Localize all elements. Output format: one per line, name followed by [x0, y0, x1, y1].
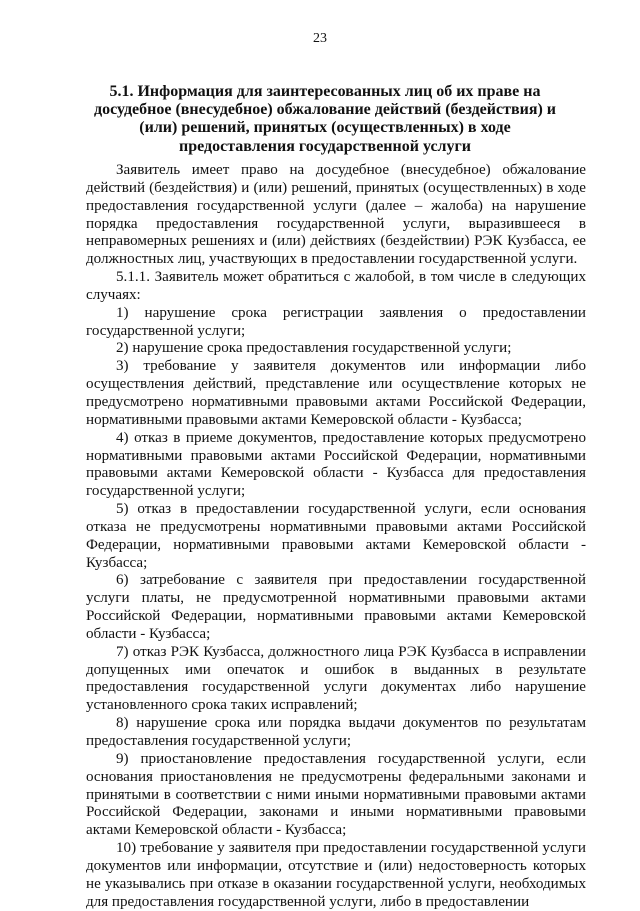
- list-item-2: 2) нарушение срока предоставления государственной услуги;: [116, 340, 512, 357]
- list-item-8: 8) нарушение срока или порядка выдачи документов по результатам предоставления государственной услуги;: [86, 715, 586, 749]
- page-number: 23: [313, 31, 327, 46]
- list-item-5: 5) отказ в предоставлении государственной услуги, если основания отказа не предусмотрены нормативными правовыми актами Российской Федерации, нормативными правовыми актами Кемеровской области - Кузбасса;: [86, 501, 586, 571]
- paragraph-intro: Заявитель имеет право на досудебное (внесудебное) обжалование действий (бездействия) и (или) решений, принятых (осуществленных) в ходе предоставления государственной услуги (далее – жалоба) на нарушение порядка предоставления государственной услуги, выразившееся в неправомерных решениях и (или) действиях (бездействии) РЭК Кузбасса, ее должностных лиц, участвующих в предоставлении государственной услуги.: [86, 162, 586, 268]
- document-body: [86, 162, 586, 911]
- list-item-7: 7) отказ РЭК Кузбасса, должностного лица РЭК Кузбасса в исправлении допущенных ими опечаток и ошибок в выданных в результате предоставления государственной услуги документах либо нарушение установленного срока таких исправлений;: [86, 643, 586, 714]
- list-item-10: 10) требование у заявителя при предоставлении государственной услуги документов или информации, отсутствие и (или) недостоверность которых не указывались при отказе в оказании государственной услуги, необходимых для предоставления государственной услуги, либо в предоставлении: [86, 840, 586, 910]
- list-item-3: 3) требование у заявителя документов или информации либо осуществления действий, представление или осуществление которых не предусмотрено нормативными правовыми актами Российской Федерации, нормативными правовыми актами Кемеровской области - Кузбасса;: [86, 358, 586, 428]
- list-item-4: 4) отказ в приеме документов, предоставление которых предусмотрено нормативными правовыми актами Российской Федерации, нормативными правовыми актами Кемеровской области - Кузбасса для предоставления государственной услуги;: [86, 429, 586, 500]
- list-item-9: 9) приостановление предоставления государственной услуги, если основания приостановления не предусмотрены федеральными законами и принятыми в соответствии с ними иными нормативными правовыми актами Российской Федерации, законами и иными нормативными правовыми актами Кемеровской области - Кузбасса;: [86, 750, 586, 839]
- list-item-6: 6) затребование с заявителя при предоставлении государственной услуги платы, не предусмотренной нормативными правовыми актами Российской Федерации, нормативными правовыми актами Кемеровской области - Кузбасса;: [86, 572, 586, 642]
- list-item-1: 1) нарушение срока регистрации заявления о предоставлении государственной услуги;: [86, 304, 586, 339]
- section-heading: 5.1. Информация для заинтересованных лиц об их праве на досудебное (внесудебное) обжалование действий (бездействия) и (или) решений, принятых (осуществленных) в ходе предоставления государственной услуги: [93, 83, 557, 155]
- paragraph-5-1-1: 5.1.1. Заявитель может обратиться с жалобой, в том числе в следующих случаях:: [86, 269, 586, 303]
